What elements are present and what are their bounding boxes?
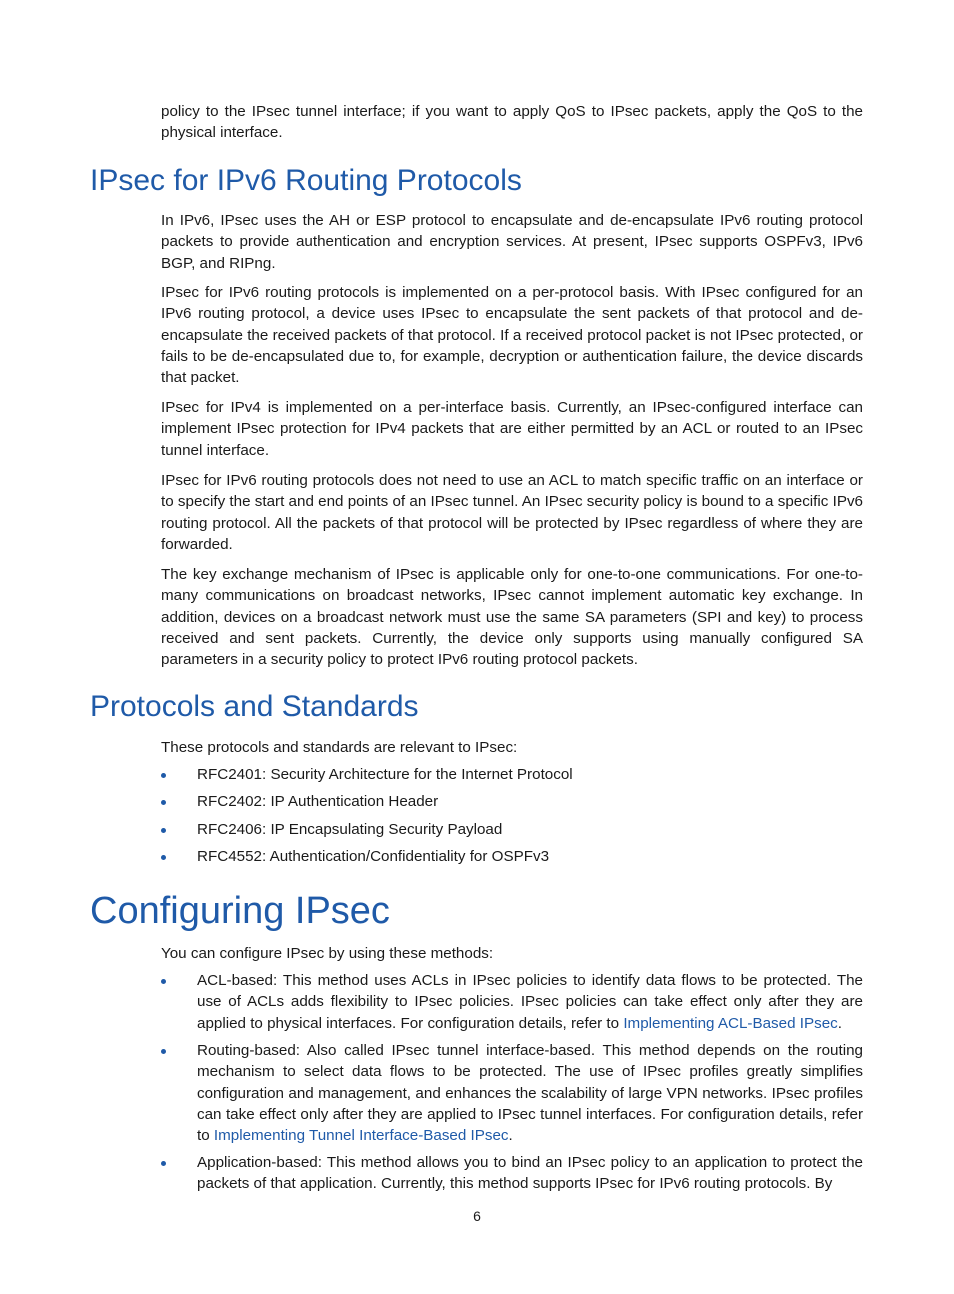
configuring-intro: You can configure IPsec by using these methods: [161,945,494,962]
list-item-text: RFC2402: IP Authentication Header [197,793,439,810]
list-item [161,819,863,840]
list-item-text: RFC2401: Security Architecture for the Internet Protocol [197,766,573,783]
bullet-icon [161,800,166,805]
paragraph-ipv6-1: In IPv6, IPsec uses the AH or ESP protocol to encapsulate and de-encapsulate IPv6 routing protocol packets to provide authentication and encryption services. At present, IPsec supports OSPFv3, IPv6 BGP, and RIPng. [161,212,863,272]
list-item-text: RFC2406: IP Encapsulating Security Payload [197,821,503,838]
routing-based-end: . [508,1127,513,1145]
paragraph-ipv6-4: IPsec for IPv6 routing protocols does not need to use an ACL to match specific traffic on an interface or to specify the start and end points of an IPsec tunnel. An IPsec security policy is bound to a specific IPv6 routing protocol. All the packets of that protocol will be protected by IPsec regardless of where they are forwarded. [161,472,863,553]
paragraph-ipv6-3: IPsec for IPv4 is implemented on a per-interface basis. Currently, an IPsec-configured interface can implement IPsec protection for IPv4 packets that are either permitted by an ACL or routed to an IPsec tunnel interface. [161,399,863,459]
heading-protocols-standards: Protocols and Standards [90,690,419,723]
bullet-icon [161,773,166,778]
heading-configuring-ipsec: Configuring IPsec [90,890,390,932]
link-implementing-tunnel-interface-based-ipsec[interactable]: Implementing Tunnel Interface-Based IPsec [213,1127,509,1145]
bullet-icon [161,979,166,984]
acl-based-text: ACL-based: This method uses ACLs in IPsec policies to identify data flows to be protected. The use of ACLs adds flexibility to IPsec policies. IPsec policies can take effect only after they are applied to physical interfaces. For configuration details, refer to [197,972,863,1032]
list-item [161,764,863,785]
paragraph-ipv6-2: IPsec for IPv6 routing protocols is implemented on a per-protocol basis. With IPsec configured for an IPv6 routing protocol, a device uses IPsec to encapsulate the sent packets of that protocol and de-encapsulate the received packets of that protocol. If a received protocol packet is not IPsec protected, or fails to be de-encapsulated due to, for example, decryption or authentication failure, the device discards that packet. [161,284,863,387]
list-item [161,791,863,812]
bullet-icon [161,855,166,860]
bullet-icon [161,1161,166,1166]
heading-ipsec-ipv6: IPsec for IPv6 Routing Protocols [90,164,522,197]
link-implementing-acl-based-ipsec[interactable]: Implementing ACL-Based IPsec [623,1014,838,1032]
list-item-routing-based [161,1040,863,1146]
list-item-application-based [161,1152,863,1195]
routing-based-text: Routing-based: Also called IPsec tunnel interface-based. This method depends on the routing mechanism to select data flows to be protected. The use of IPsec profiles greatly simplifies configuration and management, and enhances the scalability of large VPN networks. IPsec profiles can take effect only after they are applied to IPsec tunnel interfaces. For configuration details, refer to [197,1042,863,1145]
bullet-icon [161,828,166,833]
list-item-text [197,970,863,1034]
bullet-icon [161,1049,166,1054]
list-item-text: Application-based: This method allows you to bind an IPsec policy to an application to protect the packets of that application. Currently, this method supports IPsec for IPv6 routing protocols. By [197,1154,863,1193]
list-item-acl-based [161,970,863,1034]
acl-based-end: . [837,1014,842,1032]
list-item [161,846,863,867]
protocols-intro: These protocols and standards are relevant to IPsec: [161,739,518,756]
list-item-text: RFC4552: Authentication/Confidentiality for OSPFv3 [197,848,550,865]
intro-paragraph: policy to the IPsec tunnel interface; if you want to apply QoS to IPsec packets, apply the QoS to the physical interface. [161,103,863,142]
page-number: 6 [473,1208,481,1224]
list-item-text [197,1040,863,1146]
paragraph-ipv6-5: The key exchange mechanism of IPsec is applicable only for one-to-one communications. For one-to-many communications on broadcast networks, IPsec cannot implement automatic key exchange. In addition, devices on a broadcast network must use the same SA parameters (SPI and key) to process received and sent packets. Currently, the device only supports using manually configured SA parameters in a security policy to protect IPv6 routing protocol packets. [161,566,863,669]
